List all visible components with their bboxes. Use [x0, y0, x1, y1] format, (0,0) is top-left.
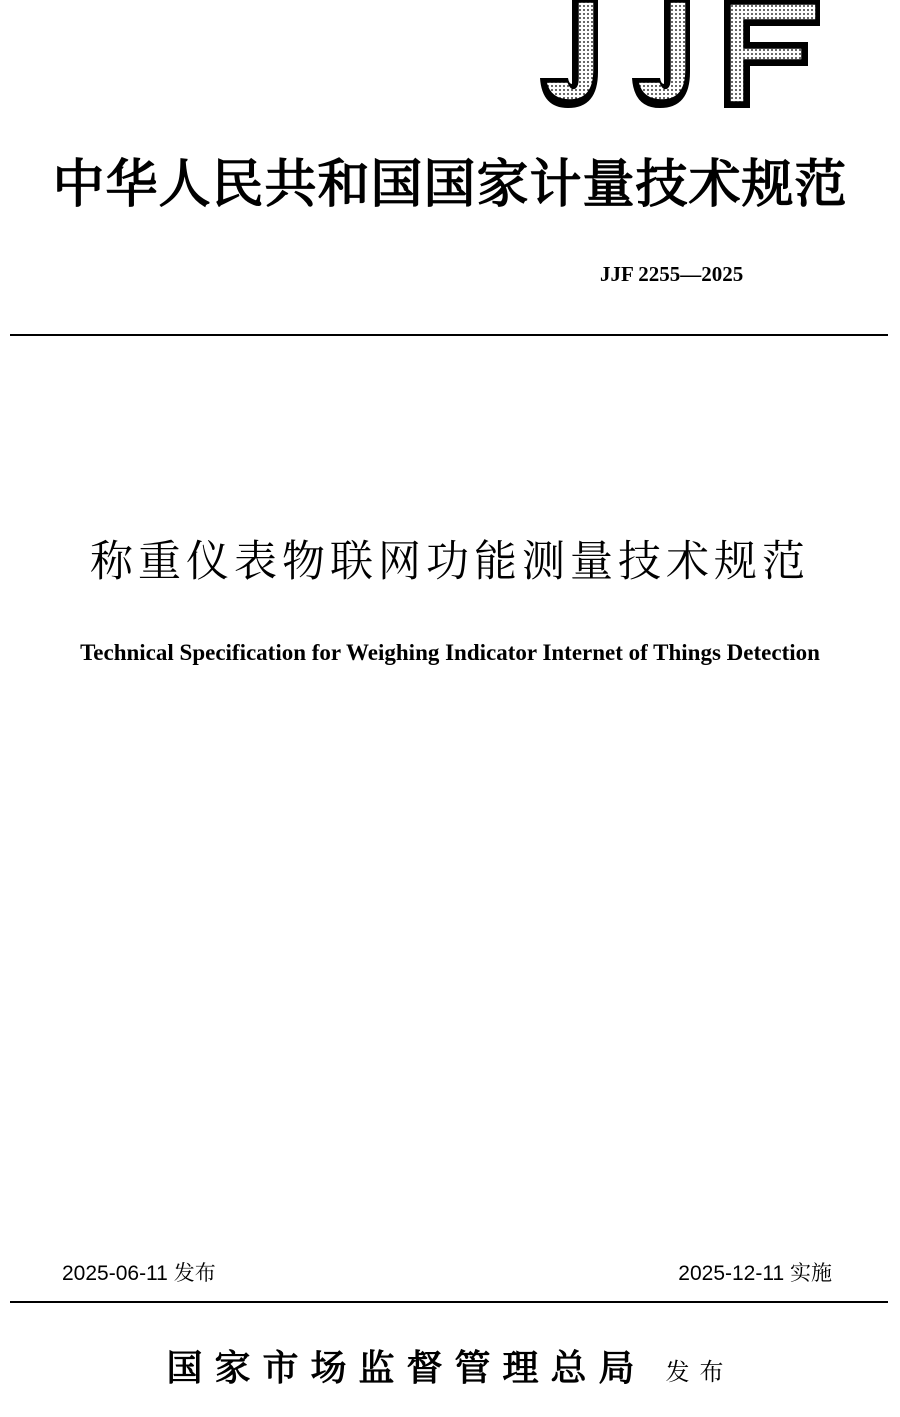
top-divider — [10, 334, 888, 336]
implementation-date: 2025-12-11 实施 — [678, 1262, 832, 1285]
publisher-name: 国家市场监督管理总局 — [166, 1347, 647, 1389]
footer — [0, 1340, 900, 1403]
jjf-logo — [538, 0, 823, 112]
issue-date: 2025-06-11 发布 — [62, 1262, 216, 1285]
publish-label: 发布 — [665, 1358, 734, 1386]
document-title-english: Technical Specification for Weighing Indicator Internet of Things Detection — [80, 640, 820, 665]
standard-code: JJF 2255—2025 — [600, 262, 744, 286]
logo-letter-f — [724, 0, 820, 108]
country-standard-title: 中华人民共和国国家计量技术规范 — [52, 154, 848, 215]
logo-letter-j-1 — [540, 0, 598, 108]
document-title-chinese: 称重仪表物联网功能测量技术规范 — [90, 537, 810, 587]
bottom-divider — [10, 1301, 888, 1303]
logo-letter-j-2 — [632, 0, 690, 108]
